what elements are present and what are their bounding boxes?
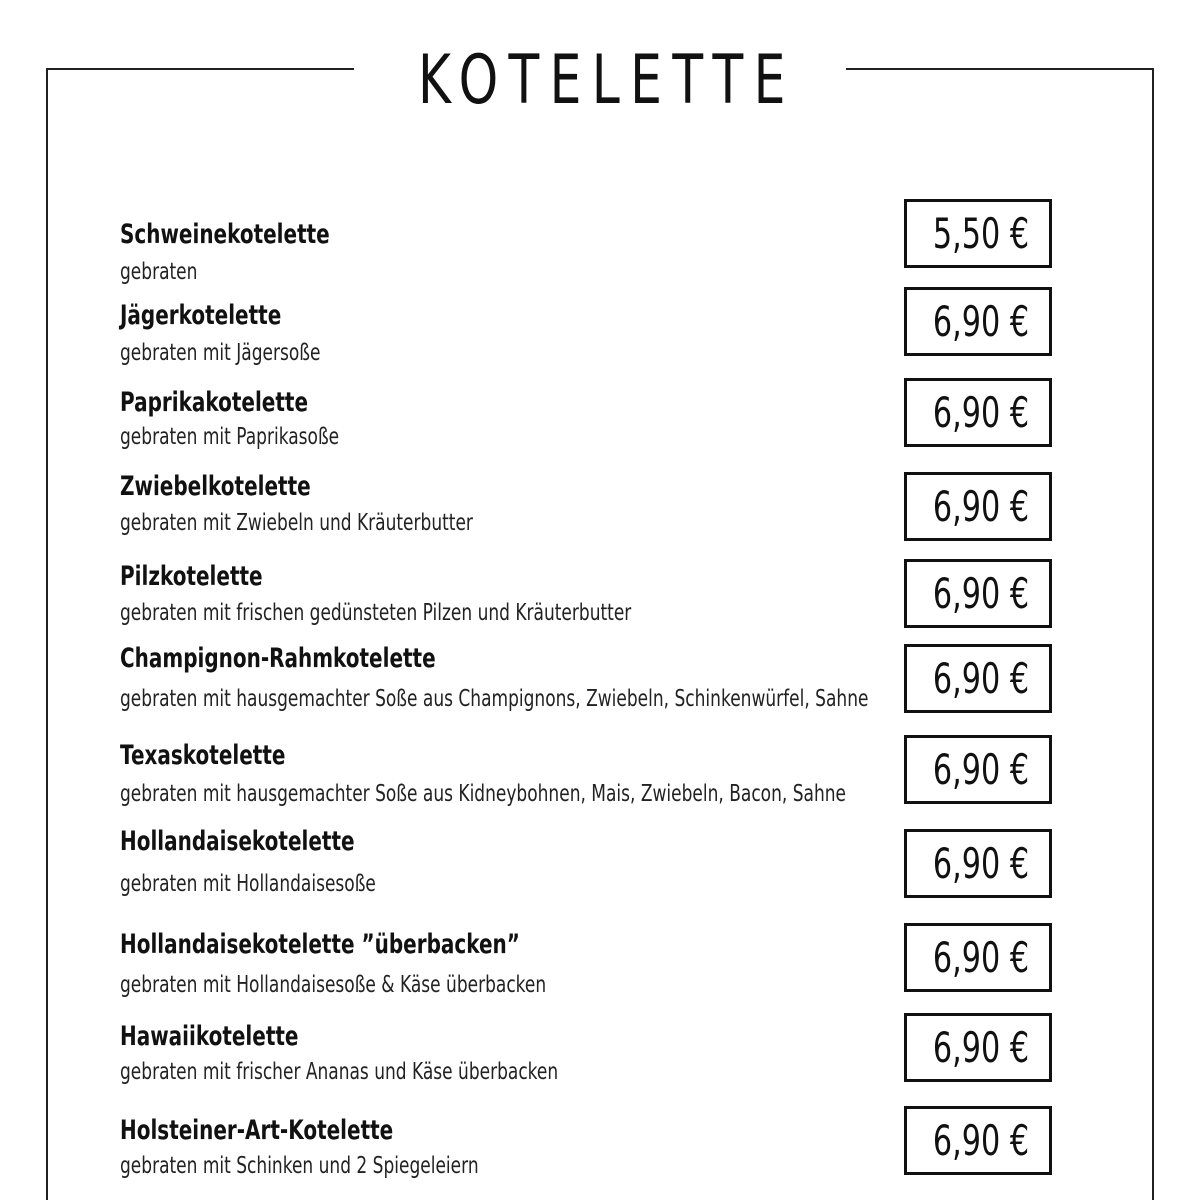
- menu-item-description: gebraten mit frischer Ananas und Käse überbacken: [120, 1059, 559, 1085]
- menu-item-hollandaisekotelette: [0, 825, 1200, 913]
- menu-item-pilzkotelette: [0, 560, 1200, 648]
- menu-item-description: gebraten mit Schinken und 2 Spiegeleiern: [120, 1153, 479, 1179]
- menu-item-name: Champignon-Rahmkotelette: [120, 643, 436, 674]
- price-box: [904, 1013, 1052, 1082]
- menu-item-description: gebraten mit Paprikasoße: [120, 424, 340, 450]
- menu-item-description: gebraten mit frischen gedünsteten Pilzen und Kräuterbutter: [120, 600, 632, 626]
- price-label: 6,90 €: [932, 388, 1030, 437]
- menu-item-description: gebraten mit Zwiebeln und Kräuterbutter: [120, 510, 473, 536]
- menu-item-name: Schweinekotelette: [120, 219, 330, 250]
- price-box: [904, 829, 1052, 898]
- menu-item-texaskotelette: [0, 739, 1200, 827]
- price-box: [904, 735, 1052, 804]
- price-label: 6,90 €: [932, 933, 1030, 982]
- price-label: 6,90 €: [932, 839, 1030, 888]
- price-box: [904, 644, 1052, 713]
- title-rule-left: [46, 68, 354, 70]
- menu-item-name: Hollandaisekotelette: [120, 826, 355, 857]
- price-label: 6,90 €: [932, 297, 1030, 346]
- menu-item-jaegerkotelette: [0, 299, 1200, 387]
- menu-item-name: Jägerkotelette: [120, 300, 282, 331]
- menu-item-description: gebraten mit hausgemachter Soße aus Kidneybohnen, Mais, Zwiebeln, Bacon, Sahne: [120, 781, 846, 807]
- menu-item-description: gebraten mit Hollandaisesoße & Käse überbacken: [120, 972, 547, 998]
- menu-item-description: gebraten: [120, 259, 198, 285]
- menu-item-name: Texaskotelette: [120, 740, 286, 771]
- price-box: [904, 378, 1052, 447]
- title-rule-right: [846, 68, 1154, 70]
- menu-item-name: Holsteiner-Art-Kotelette: [120, 1115, 394, 1146]
- page-title: KOTELETTE: [417, 41, 796, 120]
- price-box: [904, 559, 1052, 628]
- price-label: 6,90 €: [932, 654, 1030, 703]
- menu-item-name: Hollandaisekotelette ”überbacken”: [120, 929, 520, 960]
- price-box: [904, 199, 1052, 268]
- menu-item-hollandaisekotelette-ueberbacken: [0, 928, 1200, 1016]
- menu-item-name: Paprikakotelette: [120, 387, 309, 418]
- menu-item-paprikakotelette: [0, 386, 1200, 474]
- price-label: 5,50 €: [932, 209, 1030, 258]
- menu-item-name: Zwiebelkotelette: [120, 471, 311, 502]
- price-box: [904, 923, 1052, 992]
- price-box: [904, 472, 1052, 541]
- menu-item-champignon-rahmkotelette: [0, 642, 1200, 730]
- price-box: [904, 287, 1052, 356]
- menu-item-zwiebelkotelette: [0, 470, 1200, 558]
- price-label: 6,90 €: [932, 1023, 1030, 1072]
- menu-item-description: gebraten mit Hollandaisesoße: [120, 871, 376, 897]
- price-label: 6,90 €: [932, 745, 1030, 794]
- menu-item-hawaiikotelette: [0, 1020, 1200, 1108]
- price-label: 6,90 €: [932, 569, 1030, 618]
- price-box: [904, 1106, 1052, 1175]
- price-label: 6,90 €: [932, 1116, 1030, 1165]
- menu-item-name: Hawaiikotelette: [120, 1021, 299, 1052]
- menu-item-description: gebraten mit Jägersoße: [120, 340, 321, 366]
- price-label: 6,90 €: [932, 482, 1030, 531]
- menu-item-name: Pilzkotelette: [120, 561, 263, 592]
- menu-item-description: gebraten mit hausgemachter Soße aus Champignons, Zwiebeln, Schinkenwürfel, Sahne: [120, 686, 869, 712]
- menu-item-holsteiner-art-kotelette: [0, 1114, 1200, 1200]
